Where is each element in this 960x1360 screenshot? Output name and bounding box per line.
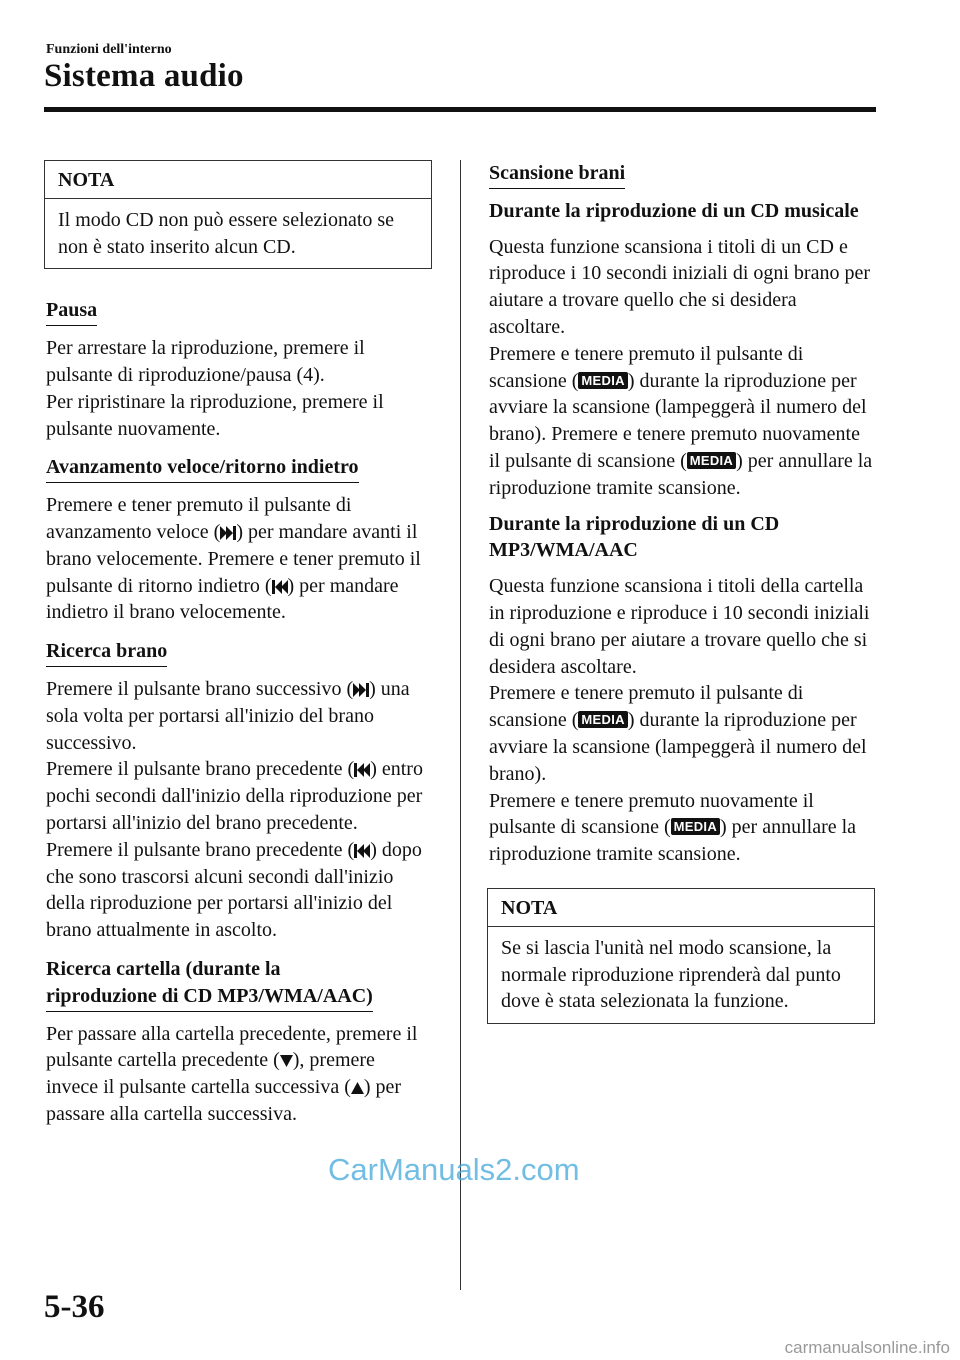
folder-up-icon — [351, 1081, 364, 1095]
cartella-text: Per passare alla cartella precedente, premere il pulsante cartella precedente ( ), premere invece il pulsante cartella successiva ( ) per passare alla cartella successiva. — [46, 1022, 418, 1125]
scansione-para-4: Premere e tenere premuto il pulsante di scansione ( MEDIA ) durante la riproduzione per avviare la scansione (lampeggerà il numero del brano). — [489, 682, 867, 785]
next-track-icon — [220, 526, 236, 540]
prev-track-icon — [354, 844, 370, 858]
heading-ricerca-brano: Ricerca brano — [46, 638, 167, 667]
heading-scansione-brani: Scansione brani — [489, 160, 625, 189]
ricerca-para-1: Premere il pulsante brano successivo ( ) una sola volta per portarsi all'inizio del brano successivo. — [46, 677, 410, 754]
note-box-cd — [44, 160, 432, 269]
scansione-para-3: Questa funzione scansiona i titoli della cartella in riproduzione e riproduce i 10 secondi iniziali di ogni brano per aiutare a trovare quello che si desidera ascoltare. — [489, 575, 870, 678]
scansione-para-1: Questa funzione scansiona i titoli di un CD e riproduce i 10 secondi iniziali di ogni brano per aiutare a trovare quello che si desidera ascoltare. — [489, 235, 871, 338]
note-text: Se si lascia l'unità nel modo scansione, la normale riproduzione riprenderà dal punto dove è stata selezionata la funzione. — [501, 936, 841, 1013]
ricerca-para-2: Premere il pulsante brano precedente ( ) entro pochi secondi dall'inizio della riproduzione per portarsi all'inizio del brano precedente. — [46, 758, 423, 834]
watermark-bottom: carmanualsonline.info — [784, 1338, 950, 1357]
subheading-cd-musicale: Durante la riproduzione di un CD musicale — [489, 199, 859, 222]
media-button-icon: MEDIA — [687, 452, 736, 469]
note-box-scansione — [487, 888, 875, 1024]
avanzamento-text: Premere e tener premuto il pulsante di avanzamento veloce ( ) per mandare avanti il brano velocemente. Premere e tener premuto il pulsante di ritorno indietro ( ) per mandare indietro il brano velocemente. — [46, 494, 421, 624]
scansione-para-2: Premere e tenere premuto il pulsante di scansione ( MEDIA ) durante la riproduzione per avviare la scansione (lampeggerà il numero del brano). Premere e tenere premuto nuovamente il pulsante di scansione ( MEDIA ) per annullare la riproduzione tramite scansione. — [489, 342, 873, 499]
folder-down-icon — [280, 1054, 293, 1068]
right-column — [489, 160, 875, 1024]
left-column — [46, 160, 432, 1128]
heading-avanzamento: Avanzamento veloce/ritorno indietro — [46, 454, 359, 483]
note-text: Il modo CD non può essere selezionato se non è stato inserito alcun CD. — [58, 208, 395, 258]
page-title: Sistema audio — [44, 58, 244, 94]
prev-track-icon — [354, 763, 370, 777]
scansione-para-5: Premere e tenere premuto nuovamente il pulsante di scansione ( MEDIA ) per annullare la riproduzione tramite scansione. — [489, 789, 857, 866]
pausa-line-2: Per ripristinare la riproduzione, premere il pulsante nuovamente. — [46, 390, 384, 440]
heading-pausa: Pausa — [46, 297, 97, 326]
column-divider — [460, 160, 461, 1290]
media-button-icon: MEDIA — [671, 818, 720, 835]
note-heading: NOTA — [488, 889, 874, 927]
header-rule — [44, 107, 876, 112]
watermark: CarManuals2.com — [328, 1152, 580, 1187]
media-button-icon: MEDIA — [578, 372, 627, 389]
heading-ricerca-cartella: Ricerca cartella (durante la riproduzione di CD MP3/WMA/AAC) — [46, 956, 373, 1012]
section-label: Funzioni dell'interno — [46, 42, 172, 57]
ricerca-para-3: Premere il pulsante brano precedente ( ) dopo che sono trascorsi alcuni secondi dall'inizio della riproduzione per portarsi all'inizio del brano attualmente in ascolto. — [46, 838, 422, 942]
media-button-icon: MEDIA — [578, 711, 627, 728]
subheading-cd-mp3: Durante la riproduzione di un CD MP3/WMA/AAC — [489, 512, 780, 562]
prev-track-icon — [272, 580, 288, 594]
next-track-icon — [353, 683, 369, 697]
page-number: 5-36 — [44, 1289, 105, 1325]
note-heading: NOTA — [45, 161, 431, 199]
pausa-line-1: Per arrestare la riproduzione, premere il pulsante di riproduzione/pausa (4). — [46, 337, 365, 386]
